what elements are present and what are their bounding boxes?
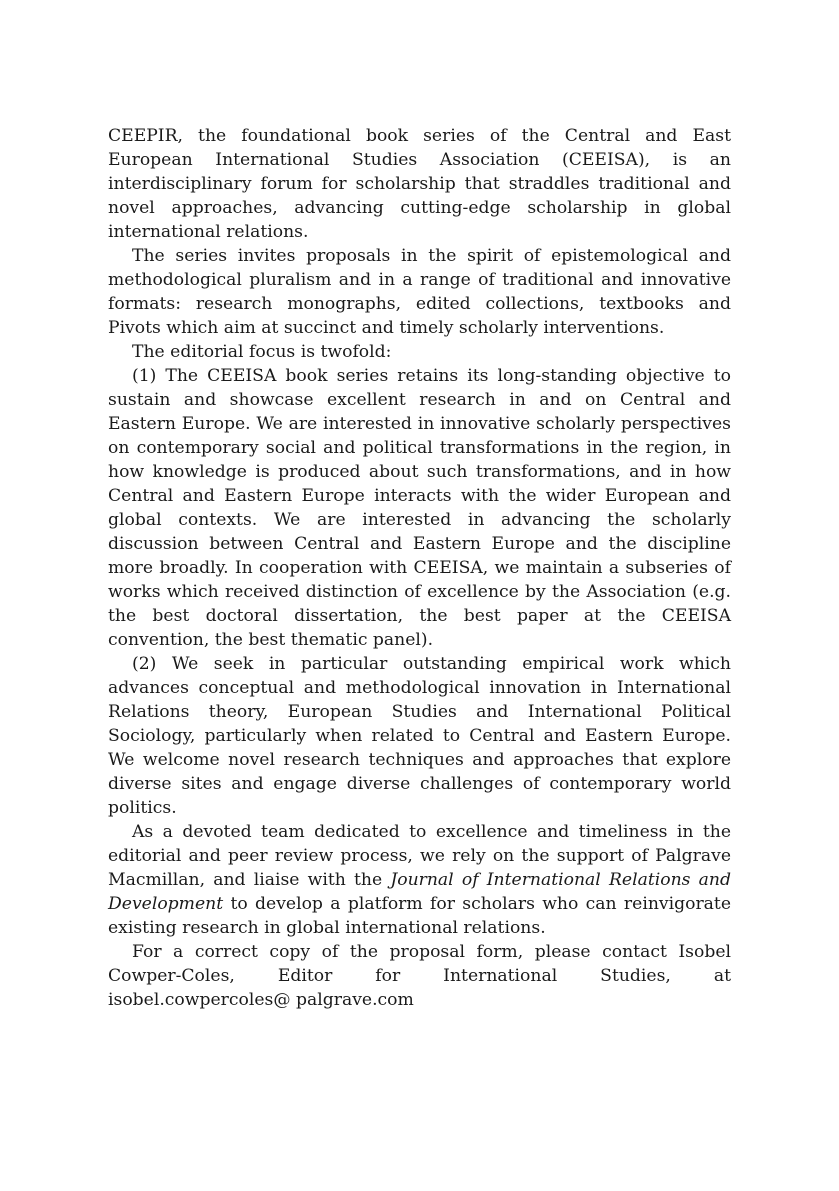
- paragraph-series-intro: CEEPIR, the foundational book series of the Central and East European International Studies Association (CEEISA), is an interdisciplinary forum for scholarship that straddles traditional and novel approaches, advancing cutting-edge scholarship in global international relations.: [108, 126, 731, 242]
- paragraph-editorial-focus: The editorial focus is twofold:: [132, 342, 392, 362]
- paragraph-team: [108, 820, 731, 940]
- paragraph-focus-two: (2) We seek in particular outstanding empirical work which advances conceptual and methodological innovation in International Relations theory, European Studies and International Political Sociology, particularly when related to Central and Eastern Europe. We welcome novel research techniques and approaches that explore diverse sites and engage diverse challenges of contemporary world politics.: [108, 654, 731, 818]
- paragraph-focus-one: (1) The CEEISA book series retains its long-standing objective to sustain and showcase excellent research in and on Central and Eastern Europe. We are interested in innovative scholarly perspectives on contemporary social and political transformations in the region, in how knowledge is produced about such transformations, and in how Central and Eastern Europe interacts with the wider European and global contexts. We are interested in advancing the scholarly discussion between Central and Eastern Europe and the discipline more broadly. In cooperation with CEEISA, we maintain a subseries of works which received distinction of excellence by the Association (e.g. the best doctoral dissertation, the best paper at the CEEISA convention, the best thematic panel).: [108, 366, 731, 650]
- paragraph-contact: For a correct copy of the proposal form, please contact Isobel Cowper-Coles, Editor for International Studies, at isobel.cowpercoles@ palgrave.com: [108, 942, 731, 1010]
- team-text-after: to develop a platform for scholars who can reinvigorate existing research in global international relations.: [108, 894, 731, 938]
- team-text-before: As a devoted team dedicated to excellence and timeliness in the editorial and peer review process, we rely on the support of Palgrave Macmillan, and liaise with the: [108, 822, 731, 890]
- journal-title: Journal of International Relations and Development: [108, 870, 731, 914]
- page-body: [108, 124, 731, 1012]
- paragraph-proposals: The series invites proposals in the spirit of epistemological and methodological pluralism and in a range of traditional and innovative formats: research monographs, edited collections, textbooks and Pivots which aim at succinct and timely scholarly interventions.: [108, 246, 731, 338]
